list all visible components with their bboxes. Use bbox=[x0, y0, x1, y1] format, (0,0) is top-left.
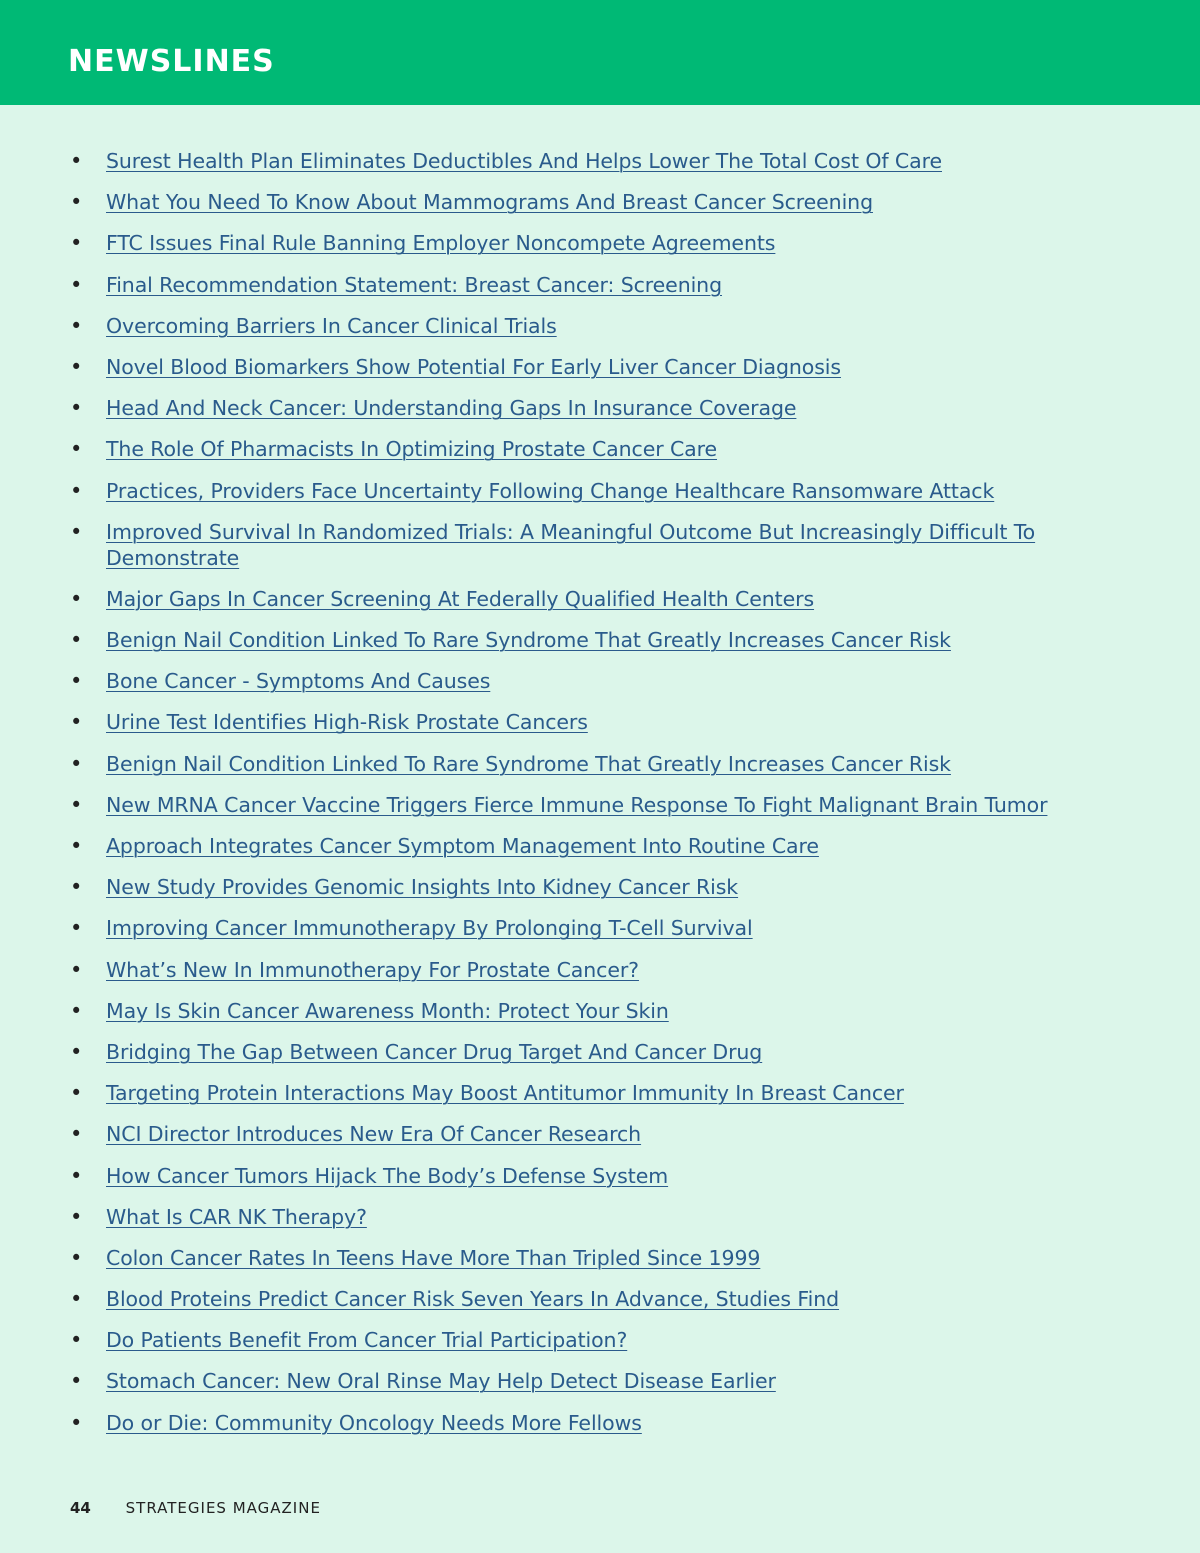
article-link[interactable]: What’s New In Immunotherapy For Prostate Cancer? bbox=[106, 957, 639, 982]
list-item bbox=[0, 1121, 1200, 1147]
article-link[interactable]: Approach Integrates Cancer Symptom Management Into Routine Care bbox=[106, 834, 819, 858]
article-link[interactable]: Benign Nail Condition Linked To Rare Syndrome That Greatly Increases Cancer Risk bbox=[106, 751, 951, 776]
list-item bbox=[0, 1368, 1200, 1394]
bullet-icon: • bbox=[70, 1163, 83, 1188]
bullet-icon: • bbox=[70, 628, 83, 653]
article-link[interactable]: The Role Of Pharmacists In Optimizing Prostate Cancer Care bbox=[106, 437, 718, 462]
article-link[interactable]: Overcoming Barriers In Cancer Clinical Trials bbox=[106, 313, 557, 338]
list-item bbox=[0, 354, 1200, 380]
bullet-icon: • bbox=[70, 1122, 83, 1147]
list-item bbox=[0, 1163, 1200, 1189]
list-item bbox=[0, 1080, 1200, 1106]
article-link[interactable]: Urine Test Identifies High-Risk Prostate Cancers bbox=[106, 710, 588, 735]
bullet-icon: • bbox=[70, 1081, 83, 1106]
list-item bbox=[0, 709, 1200, 735]
list-item bbox=[0, 792, 1200, 818]
article-link[interactable]: Do or Die: Community Oncology Needs More Fellows bbox=[106, 1410, 642, 1435]
article-link[interactable]: Novel Blood Biomarkers Show Potential For Early Liver Cancer Diagnosis bbox=[106, 354, 841, 379]
article-link[interactable]: Improved Survival In Randomized Trials: A Meaningful Outcome But Increasingly Difficult To Demonstrate bbox=[106, 519, 1036, 570]
list-item bbox=[0, 874, 1200, 900]
list-item bbox=[0, 915, 1200, 941]
bullet-icon: • bbox=[70, 437, 83, 462]
list-item bbox=[0, 1327, 1200, 1353]
list-item bbox=[0, 1245, 1200, 1271]
bullet-icon: • bbox=[70, 586, 83, 611]
article-link[interactable]: New Study Provides Genomic Insights Into Kidney Cancer Risk bbox=[106, 875, 739, 900]
list-item bbox=[0, 1410, 1200, 1436]
bullet-icon: • bbox=[70, 916, 83, 941]
list-item bbox=[0, 478, 1200, 504]
list-item bbox=[0, 1039, 1200, 1065]
list-item bbox=[0, 148, 1200, 174]
bullet-icon: • bbox=[70, 1245, 83, 1270]
bullet-icon: • bbox=[70, 149, 83, 173]
bullet-icon: • bbox=[70, 1287, 83, 1312]
list-item bbox=[0, 436, 1200, 462]
bullet-icon: • bbox=[70, 231, 83, 256]
bullet-icon: • bbox=[70, 1410, 83, 1435]
article-link[interactable]: Stomach Cancer: New Oral Rinse May Help Detect Disease Earlier bbox=[106, 1369, 776, 1394]
bullet-icon: • bbox=[70, 396, 83, 421]
list-item bbox=[0, 668, 1200, 694]
bullet-icon: • bbox=[70, 834, 83, 858]
article-link[interactable]: Bridging The Gap Between Cancer Drug Target And Cancer Drug bbox=[106, 1039, 763, 1064]
article-link[interactable]: NCI Director Introduces New Era Of Cancer Research bbox=[106, 1122, 642, 1147]
bullet-icon: • bbox=[70, 875, 83, 900]
article-list bbox=[0, 148, 1200, 1451]
article-link[interactable]: Major Gaps In Cancer Screening At Federally Qualified Health Centers bbox=[106, 586, 815, 611]
bullet-icon: • bbox=[70, 1328, 83, 1353]
list-item bbox=[0, 751, 1200, 777]
list-item bbox=[0, 519, 1200, 571]
section-title: NEWSLINES bbox=[68, 44, 275, 79]
bullet-icon: • bbox=[70, 998, 83, 1023]
bullet-icon: • bbox=[70, 1039, 83, 1064]
article-link[interactable]: New MRNA Cancer Vaccine Triggers Fierce Immune Response To Fight Malignant Brain Tumor bbox=[106, 792, 1048, 817]
article-link[interactable]: Targeting Protein Interactions May Boost Antitumor Immunity In Breast Cancer bbox=[106, 1081, 904, 1106]
page-footer bbox=[70, 1496, 321, 1520]
bullet-icon: • bbox=[70, 669, 83, 694]
article-link[interactable]: What You Need To Know About Mammograms And Breast Cancer Screening bbox=[106, 190, 873, 215]
list-item bbox=[0, 272, 1200, 298]
bullet-icon: • bbox=[70, 710, 83, 735]
article-link[interactable]: How Cancer Tumors Hijack The Body’s Defense System bbox=[106, 1163, 669, 1188]
article-link[interactable]: FTC Issues Final Rule Banning Employer Noncompete Agreements bbox=[106, 231, 776, 256]
list-item bbox=[0, 1204, 1200, 1230]
article-link[interactable]: Final Recommendation Statement: Breast Cancer: Screening bbox=[106, 272, 722, 297]
header-banner bbox=[0, 0, 1200, 105]
list-item bbox=[0, 395, 1200, 421]
list-item bbox=[0, 998, 1200, 1024]
article-link[interactable]: Head And Neck Cancer: Understanding Gaps In Insurance Coverage bbox=[106, 396, 797, 421]
magazine-name: STRATEGIES MAGAZINE bbox=[125, 1499, 321, 1517]
list-item bbox=[0, 957, 1200, 983]
article-link[interactable]: What Is CAR NK Therapy? bbox=[106, 1204, 367, 1229]
list-item bbox=[0, 189, 1200, 215]
list-item bbox=[0, 230, 1200, 256]
article-link[interactable]: May Is Skin Cancer Awareness Month: Protect Your Skin bbox=[106, 998, 669, 1023]
list-item bbox=[0, 1286, 1200, 1312]
bullet-icon: • bbox=[70, 354, 83, 379]
bullet-icon: • bbox=[70, 313, 83, 338]
bullet-icon: • bbox=[70, 272, 83, 297]
article-link[interactable]: Do Patients Benefit From Cancer Trial Participation? bbox=[106, 1328, 628, 1353]
article-link[interactable]: Practices, Providers Face Uncertainty Following Change Healthcare Ransomware Attack bbox=[106, 478, 995, 503]
bullet-icon: • bbox=[70, 1204, 83, 1229]
list-item bbox=[0, 586, 1200, 612]
article-link[interactable]: Colon Cancer Rates In Teens Have More Than Tripled Since 1999 bbox=[106, 1245, 761, 1270]
list-item bbox=[0, 833, 1200, 859]
list-item bbox=[0, 627, 1200, 653]
bullet-icon: • bbox=[70, 519, 83, 544]
bullet-icon: • bbox=[70, 190, 83, 215]
bullet-icon: • bbox=[70, 1369, 83, 1394]
article-link[interactable]: Blood Proteins Predict Cancer Risk Seven Years In Advance, Studies Find bbox=[106, 1287, 840, 1312]
article-link[interactable]: Benign Nail Condition Linked To Rare Syndrome That Greatly Increases Cancer Risk bbox=[106, 628, 951, 653]
bullet-icon: • bbox=[70, 751, 83, 776]
bullet-icon: • bbox=[70, 957, 83, 982]
article-link[interactable]: Surest Health Plan Eliminates Deductibles And Helps Lower The Total Cost Of Care bbox=[106, 149, 942, 173]
article-link[interactable]: Improving Cancer Immunotherapy By Prolonging T-Cell Survival bbox=[106, 916, 753, 941]
list-item bbox=[0, 313, 1200, 339]
page-number: 44 bbox=[70, 1499, 91, 1517]
bullet-icon: • bbox=[70, 478, 83, 503]
bullet-icon: • bbox=[70, 792, 83, 817]
article-link[interactable]: Bone Cancer - Symptoms And Causes bbox=[106, 669, 491, 694]
